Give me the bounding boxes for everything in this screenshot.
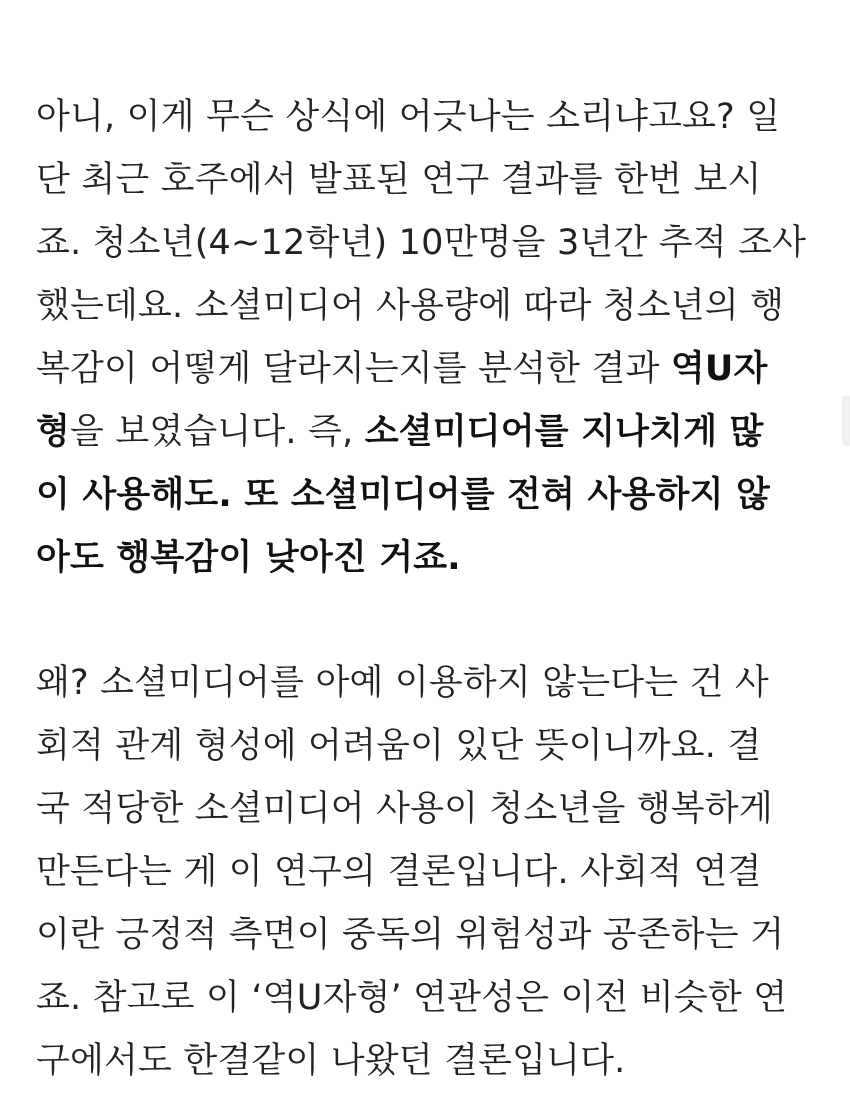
text-segment: 복감이 어떻게 달라지는지를 분석한 결과 — [36, 349, 671, 389]
text-line: 죠. 참고로 이 ‘역U자형’ 연관성은 이전 비슷한 연 — [36, 978, 788, 1018]
text-line: 이란 긍정적 측면이 중독의 위험성과 공존하는 거 — [36, 915, 785, 955]
bold-text-line: 아도 행복감이 낮아진 거죠. — [36, 538, 461, 578]
text-line: 만든다는 게 이 연구의 결론입니다. 사회적 연결 — [36, 852, 762, 892]
text-line — [36, 401, 826, 464]
text-segment: 을 보였습니다. 즉, — [70, 412, 365, 452]
text-line: 구에서도 한결같이 나왔던 결론입니다. — [36, 1041, 626, 1081]
text-line — [36, 338, 826, 401]
paragraph-conclusion — [36, 652, 826, 1093]
article-body — [36, 86, 826, 1093]
text-line: 회적 관계 형성에 어려움이 있단 뜻이니까요. 결 — [36, 726, 762, 766]
scroll-edge-indicator — [842, 396, 850, 446]
bold-text-segment: 형 — [36, 412, 71, 452]
bold-text-segment: 역U자 — [670, 349, 768, 389]
text-line: 국 적당한 소셜미디어 사용이 청소년을 행복하게 — [36, 789, 773, 829]
text-line: 왜? 소셜미디어를 아예 이용하지 않는다는 건 사 — [36, 663, 769, 703]
paragraph-spacer — [36, 590, 826, 652]
paragraph-study-intro — [36, 86, 826, 590]
bold-text-segment: 소셜미디어를 지나치게 많 — [364, 412, 764, 452]
text-line: 단 최근 호주에서 발표된 연구 결과를 한번 보시 — [36, 160, 762, 200]
bold-text-line: 이 사용해도. 또 소셜미디어를 전혀 사용하지 않 — [36, 475, 770, 515]
text-line: 죠. 청소년(4~12학년) 10만명을 3년간 추적 조사 — [36, 223, 807, 263]
text-line: 아니, 이게 무슨 상식에 어긋나는 소리냐고요? 일 — [36, 97, 781, 137]
text-line: 했는데요. 소셜미디어 사용량에 따라 청소년의 행 — [36, 286, 785, 326]
